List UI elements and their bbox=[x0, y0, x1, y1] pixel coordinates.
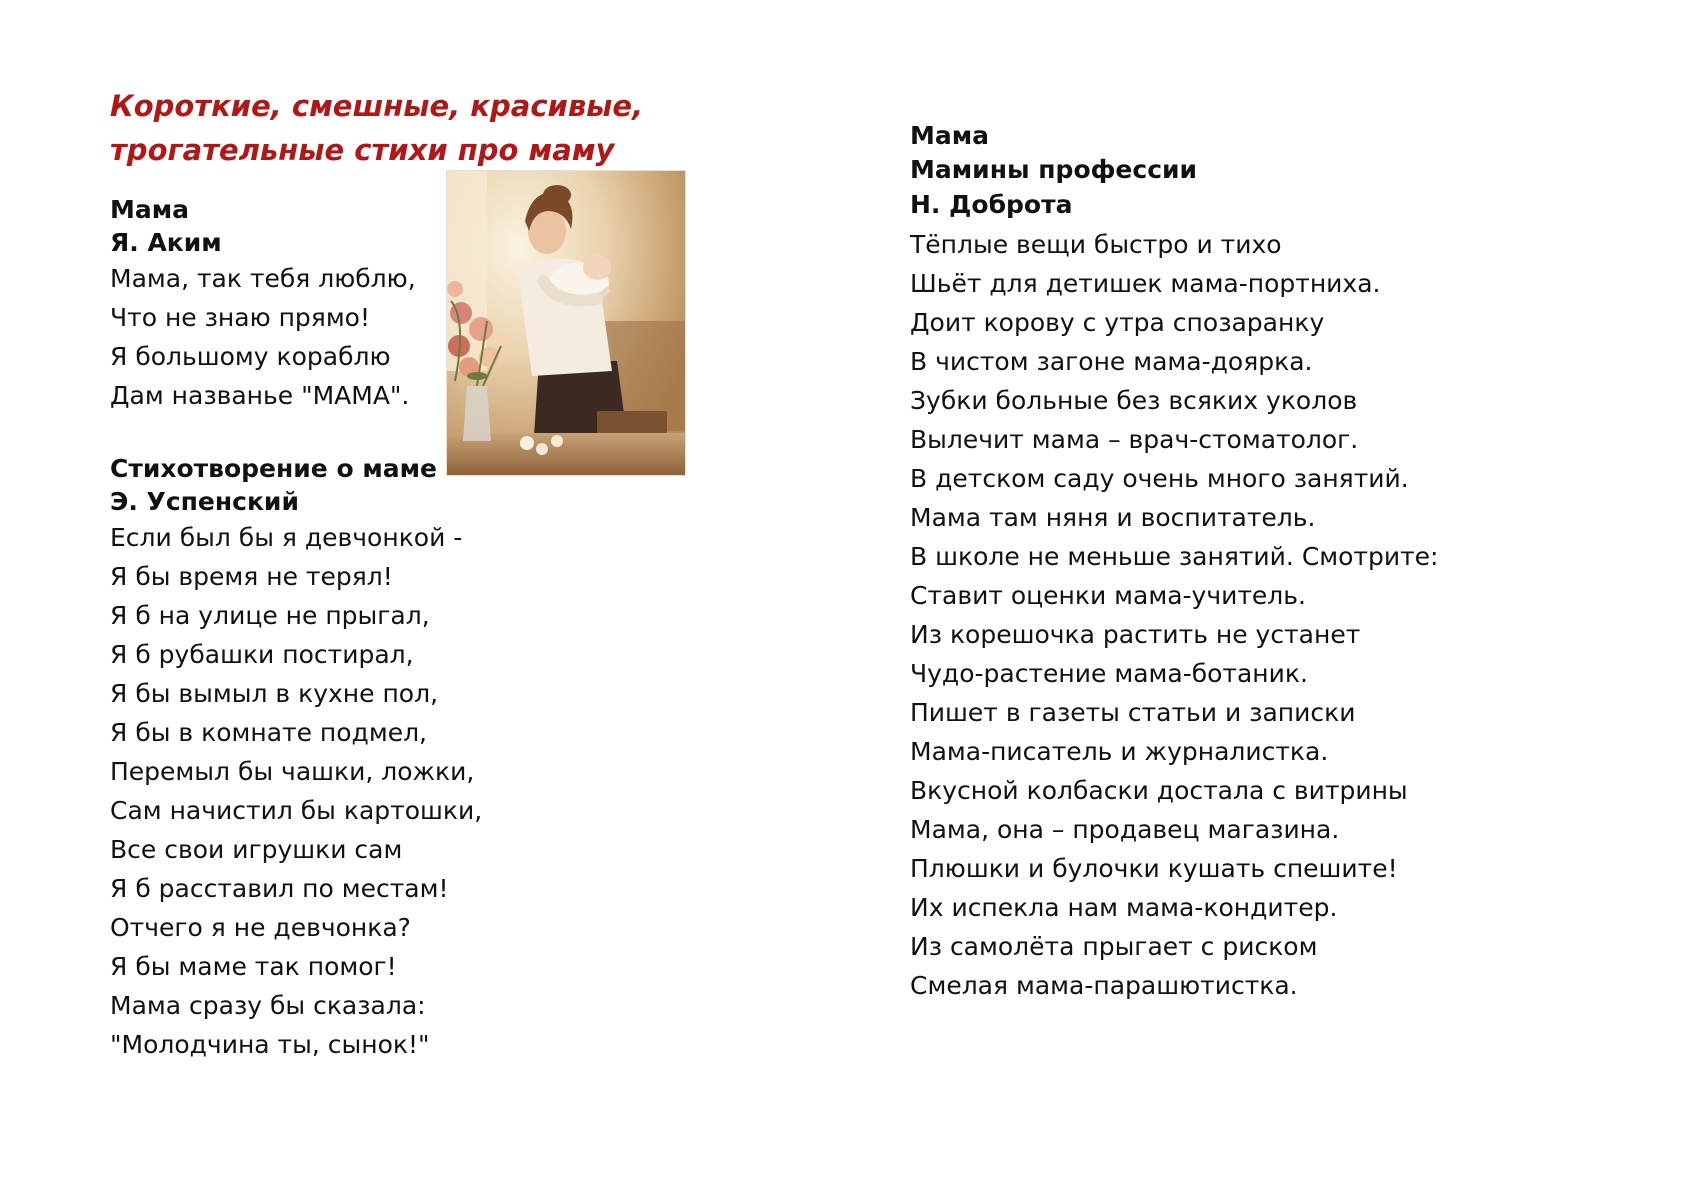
poem-line: Из корешочка растить не устанет bbox=[910, 620, 1361, 649]
poem-line: Я бы в комнате подмел, bbox=[110, 718, 428, 747]
poem-line: Ставит оценки мама-учитель. bbox=[910, 581, 1306, 610]
poem-uspensky bbox=[110, 452, 482, 1064]
poem-line: Дам названье "МАМА". bbox=[110, 381, 410, 410]
poem-line: Тёплые вещи быстро и тихо bbox=[910, 230, 1282, 259]
poem-line: В школе не меньше занятий. Смотрите: bbox=[910, 542, 1439, 571]
poem-line: Пишет в газеты статьи и записки bbox=[910, 698, 1356, 727]
document-title bbox=[110, 84, 710, 172]
poem-line: Мама, так тебя люблю, bbox=[110, 264, 416, 293]
poem-line: Я бы вымыл в кухне пол, bbox=[110, 679, 439, 708]
poem-line: Что не знаю прямо! bbox=[110, 303, 370, 332]
poem-line: Плюшки и булочки кушать спешите! bbox=[910, 854, 1398, 883]
poem-subtitle: Мамины профессии bbox=[910, 155, 1198, 184]
poem-line: Я большому кораблю bbox=[110, 342, 391, 371]
poem-line: Я б на улице не прыгал, bbox=[110, 601, 430, 630]
poem-line: В чистом загоне мама-доярка. bbox=[910, 347, 1313, 376]
poem-line: Чудо-растение мама-ботаник. bbox=[910, 659, 1308, 688]
poem-lines bbox=[110, 518, 482, 1064]
poem-line: Мама, она – продавец магазина. bbox=[910, 815, 1340, 844]
poem-line: Перемыл бы чашки, ложки, bbox=[110, 757, 475, 786]
document-title-line: трогательные стихи про маму bbox=[110, 133, 615, 167]
poem-line: Я бы маме так помог! bbox=[110, 952, 397, 981]
poem-lines bbox=[910, 225, 1438, 1005]
poem-line: Я б расставил по местам! bbox=[110, 874, 449, 903]
poem-line: Из самолёта прыгает с риском bbox=[910, 932, 1318, 961]
poem-line: В детском саду очень много занятий. bbox=[910, 464, 1409, 493]
poem-akim bbox=[110, 193, 416, 415]
poem-line: Я б рубашки постирал, bbox=[110, 640, 414, 669]
poem-line: Вкусной колбаски достала с витрины bbox=[910, 776, 1408, 805]
poem-line: Вылечит мама – врач-стоматолог. bbox=[910, 425, 1359, 454]
poem-line: Мама там няня и воспитатель. bbox=[910, 503, 1316, 532]
poem-author: Н. Доброта bbox=[910, 190, 1073, 219]
poem-line: Я бы время не терял! bbox=[110, 562, 393, 591]
poem-dobrota bbox=[910, 119, 1438, 1005]
poem-line: Сам начистил бы картошки, bbox=[110, 796, 483, 825]
poem-line: Зубки больные без всяких уколов bbox=[910, 386, 1358, 415]
poem-title: Мама bbox=[910, 121, 990, 150]
mother-with-baby-illustration bbox=[446, 170, 686, 476]
poem-line: Доит корову с утра спозаранку bbox=[910, 308, 1325, 337]
poem-line: Если был бы я девчонкой - bbox=[110, 523, 463, 552]
poem-line: Шьёт для детишек мама-портниха. bbox=[910, 269, 1381, 298]
poem-line: Все свои игрушки сам bbox=[110, 835, 403, 864]
poem-line: "Молодчина ты, сынок!" bbox=[110, 1030, 430, 1059]
poem-title: Мама bbox=[110, 195, 190, 224]
poem-author: Э. Успенский bbox=[110, 487, 299, 516]
poem-author: Я. Аким bbox=[110, 228, 222, 257]
poem-line: Их испекла нам мама-кондитер. bbox=[910, 893, 1338, 922]
poem-line: Смелая мама-парашютистка. bbox=[910, 971, 1298, 1000]
poem-title: Стихотворение о маме bbox=[110, 454, 438, 483]
document-title-line: Короткие, смешные, красивые, bbox=[110, 89, 644, 123]
poem-line: Отчего я не девчонка? bbox=[110, 913, 411, 942]
poem-line: Мама-писатель и журналистка. bbox=[910, 737, 1329, 766]
poem-lines bbox=[110, 259, 416, 415]
poem-line: Мама сразу бы сказала: bbox=[110, 991, 426, 1020]
